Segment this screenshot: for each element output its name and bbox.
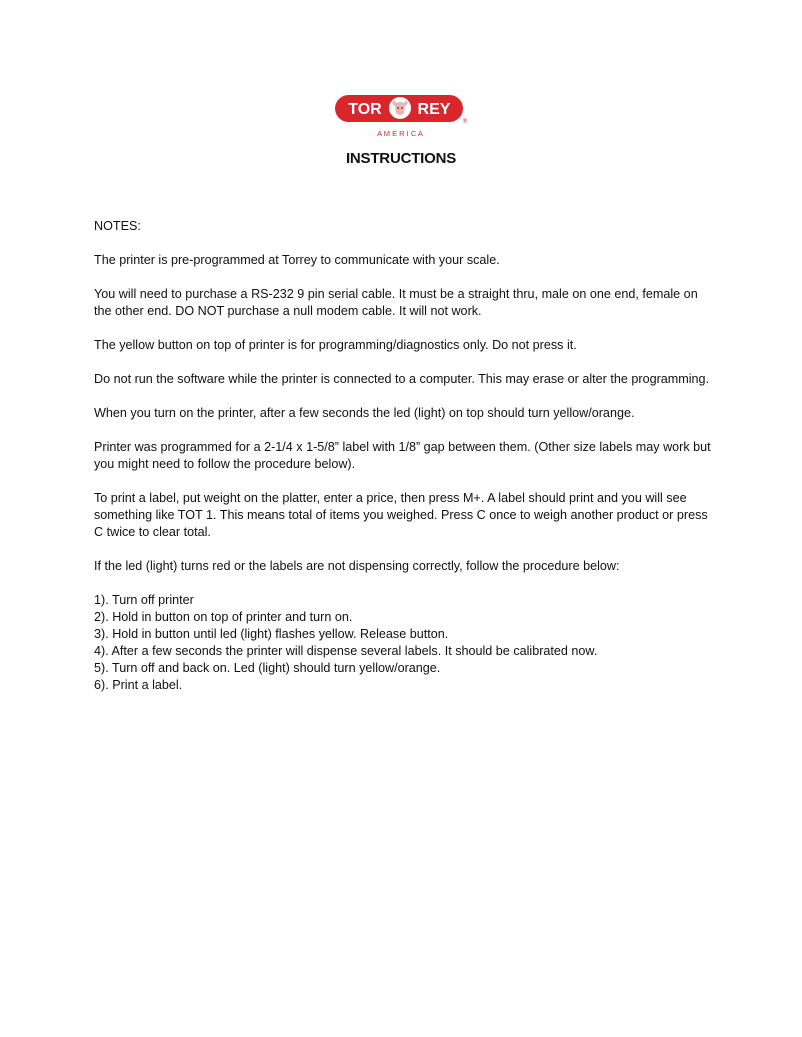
paragraph-preprogrammed: The printer is pre-programmed at Torrey to communicate with your scale. [94, 253, 500, 267]
step-item: 1). Turn off printer [94, 593, 194, 607]
instructions-body [94, 218, 714, 694]
step-item: 3). Hold in button until led (light) flashes yellow. Release button. [94, 627, 449, 641]
step-item: 2). Hold in button on top of printer and turn on. [94, 610, 353, 624]
paragraph-troubleshoot: If the led (light) turns red or the labels are not dispensing correctly, follow the procedure below: [94, 559, 620, 573]
paragraph-led-startup: When you turn on the printer, after a few seconds the led (light) on top should turn yellow/orange. [94, 406, 635, 420]
logo-sub-text: A M E R I C A [377, 129, 423, 138]
step-item: 4). After a few seconds the printer will dispense several labels. It should be calibrated now. [94, 644, 598, 658]
procedure-steps [94, 592, 714, 694]
paragraph-print-label: To print a label, put weight on the platter, enter a price, then press M+. A label should print and you will see something like TOT 1. This means total of items you weighed. Press C once to weigh another product or press C twice to clear total. [94, 491, 708, 539]
paragraph-software-warning: Do not run the software while the printer is connected to a computer. This may erase or alter the programming. [94, 372, 710, 386]
paragraph-serial-cable: You will need to purchase a RS-232 9 pin serial cable. It must be a straight thru, male on one end, female on the other end. DO NOT purchase a null modem cable. It will not work. [94, 287, 698, 318]
paragraph-yellow-button: The yellow button on top of printer is for programming/diagnostics only. Do not press it. [94, 338, 577, 352]
torrey-america-logo [334, 93, 468, 139]
step-item: 5). Turn off and back on. Led (light) should turn yellow/orange. [94, 661, 441, 675]
logo-right-text: REY [417, 101, 451, 118]
step-item: 6). Print a label. [94, 678, 183, 692]
logo-registered-mark: ® [462, 119, 468, 125]
logo-left-text: TOR [348, 101, 382, 118]
paragraph-label-size: Printer was programmed for a 2-1/4 x 1-5/8” label with 1/8” gap between them. (Other size labels may work but you might need to follow the procedure below). [94, 440, 711, 471]
page-title: INSTRUCTIONS [345, 150, 457, 167]
notes-heading: NOTES: [94, 219, 141, 233]
logo-graphic [334, 93, 468, 139]
